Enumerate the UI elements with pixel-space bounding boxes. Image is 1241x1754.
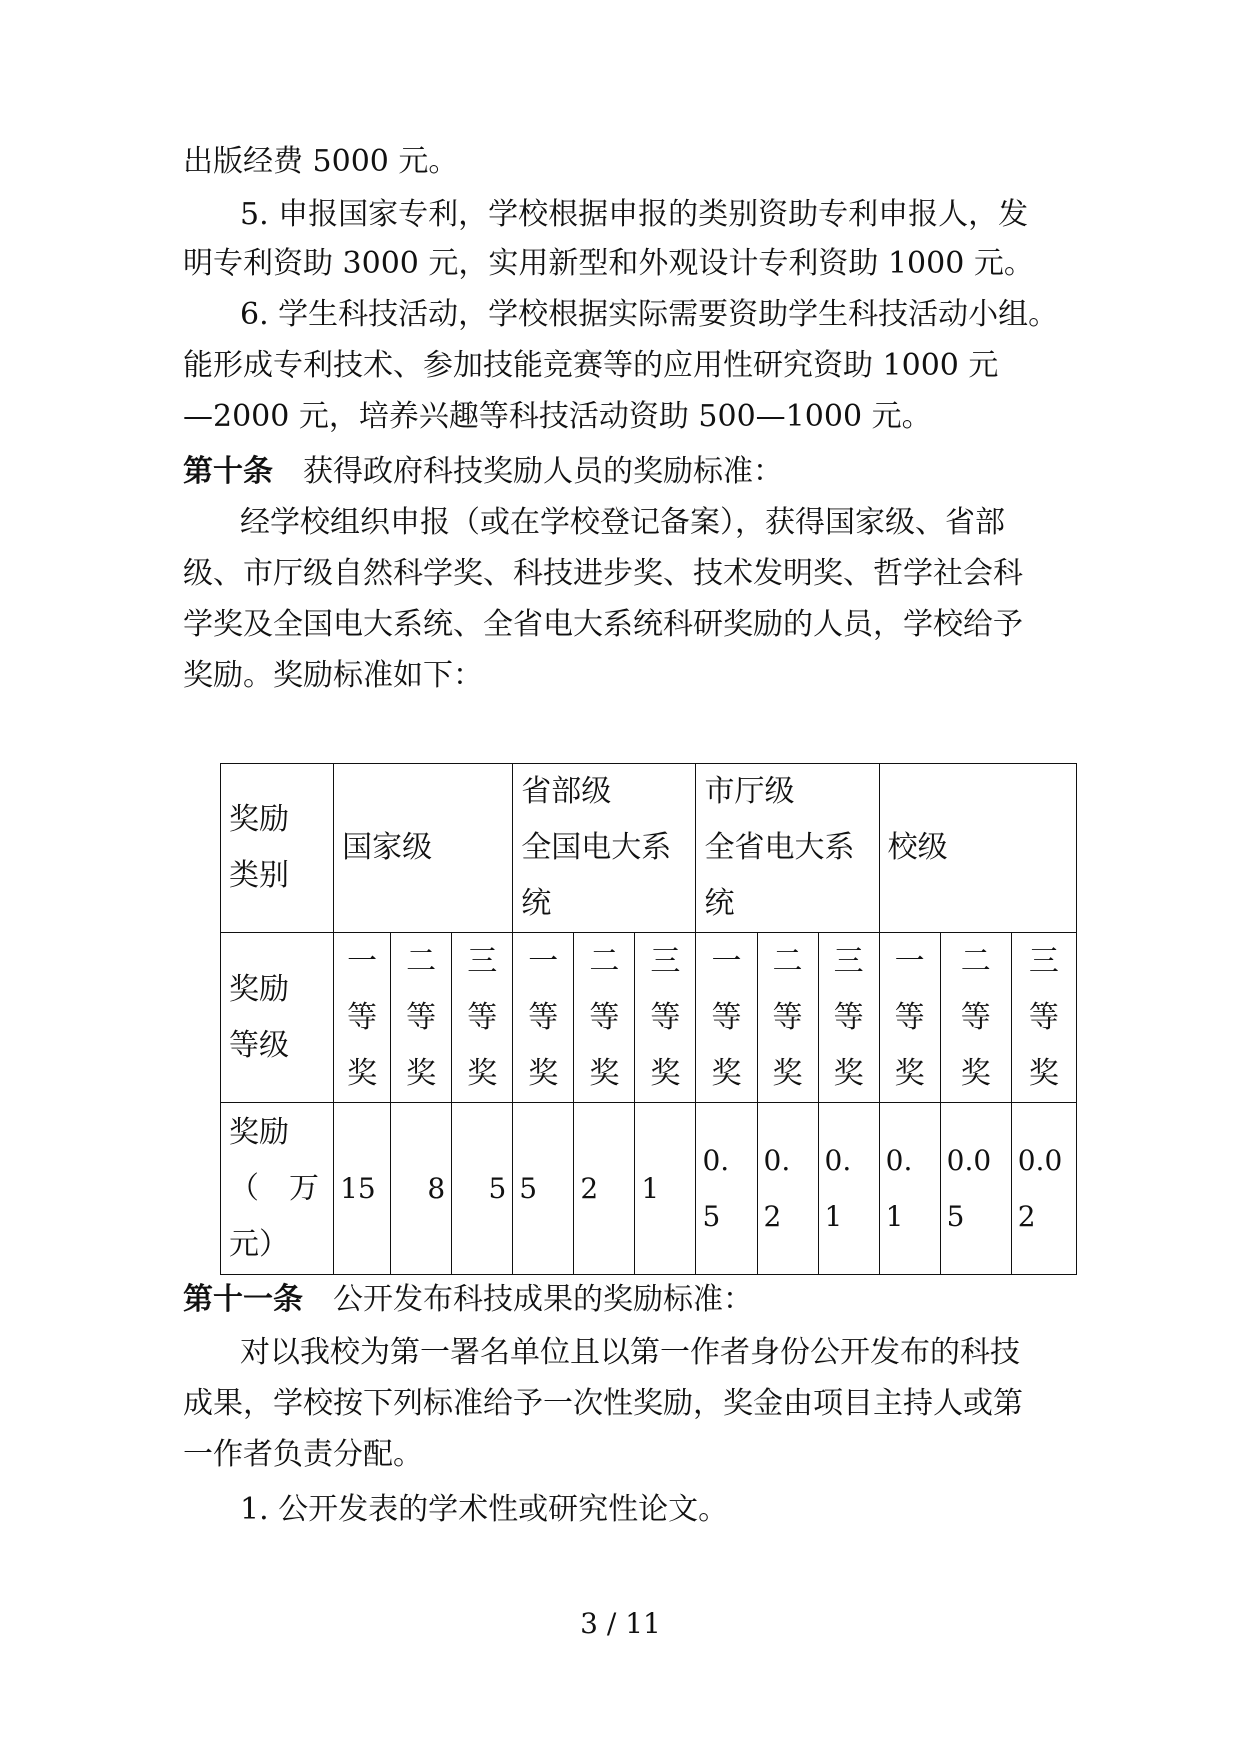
amount-cell: 5 [452, 1103, 513, 1275]
grade-cell: 三 等 奖 [635, 933, 696, 1103]
paragraph-line: 能形成专利技术、参加技能竞赛等的应用性研究资助 1000 元 [183, 348, 999, 383]
grade-cell: 一 等 奖 [879, 933, 940, 1103]
grade-cell: 二 等 奖 [391, 933, 452, 1103]
row-header-grade: 奖励 等级 [221, 933, 334, 1103]
paragraph-line: 明专利资助 3000 元，实用新型和外观设计专利资助 1000 元。 [183, 246, 1034, 281]
amount-cell: 0.0 2 [1011, 1103, 1076, 1275]
row-header-amount: 奖励 （ 万 元） [221, 1103, 334, 1275]
paragraph-line: —2000 元，培养兴趣等科技活动资助 500—1000 元。 [183, 399, 932, 434]
table-row-grade [221, 933, 1077, 1103]
article-11-title: 公开发布科技成果的奖励标准： [333, 1282, 753, 1317]
amount-cell: 5 [513, 1103, 574, 1275]
article-10-title: 获得政府科技奖励人员的奖励标准： [303, 454, 783, 489]
list-item: 1. 公开发表的学术性或研究性论文。 [240, 1492, 729, 1527]
grade-cell: 二 等 奖 [940, 933, 1011, 1103]
paragraph-line: 学奖及全国电大系统、全省电大系统科研奖励的人员，学校给予 [183, 607, 1023, 642]
amount-cell: 8 [391, 1103, 452, 1275]
article-10-label: 第十条 [183, 454, 273, 489]
grade-cell: 一 等 奖 [696, 933, 757, 1103]
category-school: 校级 [879, 764, 1076, 933]
grade-cell: 二 等 奖 [574, 933, 635, 1103]
amount-cell: 0. 1 [879, 1103, 940, 1275]
amount-cell: 0. 5 [696, 1103, 757, 1275]
article-11-heading [183, 1282, 753, 1317]
paragraph-line: 奖励。奖励标准如下： [183, 658, 483, 693]
amount-cell: 0. 1 [818, 1103, 879, 1275]
amount-cell: 0.0 5 [940, 1103, 1011, 1275]
amount-cell: 15 [334, 1103, 391, 1275]
category-provincial: 省部级 全国电大系 统 [513, 764, 696, 933]
grade-cell: 三 等 奖 [452, 933, 513, 1103]
article-11-label: 第十一条 [183, 1282, 303, 1317]
page-number: 3 / 11 [580, 1607, 661, 1640]
table-row-category [221, 764, 1077, 933]
award-standard-table [220, 763, 1077, 1275]
paragraph-line: 经学校组织申报（或在学校登记备案），获得国家级、省部 [240, 505, 1005, 540]
grade-cell: 二 等 奖 [757, 933, 818, 1103]
grade-cell: 三 等 奖 [818, 933, 879, 1103]
grade-cell: 三 等 奖 [1011, 933, 1076, 1103]
paragraph-line: 对以我校为第一署名单位且以第一作者身份公开发布的科技 [240, 1335, 1020, 1370]
paragraph-line: 6. 学生科技活动，学校根据实际需要资助学生科技活动小组。 [240, 297, 1059, 332]
amount-cell: 0. 2 [757, 1103, 818, 1275]
table-row-amount [221, 1103, 1077, 1275]
category-national: 国家级 [334, 764, 513, 933]
amount-cell: 2 [574, 1103, 635, 1275]
grade-cell: 一 等 奖 [513, 933, 574, 1103]
grade-cell: 一 等 奖 [334, 933, 391, 1103]
article-10-heading [183, 454, 783, 489]
paragraph-line: 成果，学校按下列标准给予一次性奖励，奖金由项目主持人或第 [183, 1386, 1023, 1421]
paragraph-line: 一作者负责分配。 [183, 1437, 423, 1472]
paragraph-line: 级、市厅级自然科学奖、科技进步奖、技术发明奖、哲学社会科 [183, 556, 1023, 591]
amount-cell: 1 [635, 1103, 696, 1275]
paragraph-line: 5. 申报国家专利，学校根据申报的类别资助专利申报人，发 [240, 197, 1029, 232]
row-header-category: 奖励 类别 [221, 764, 334, 933]
category-municipal: 市厅级 全省电大系 统 [696, 764, 879, 933]
paragraph-line: 出版经费 5000 元。 [183, 144, 459, 179]
